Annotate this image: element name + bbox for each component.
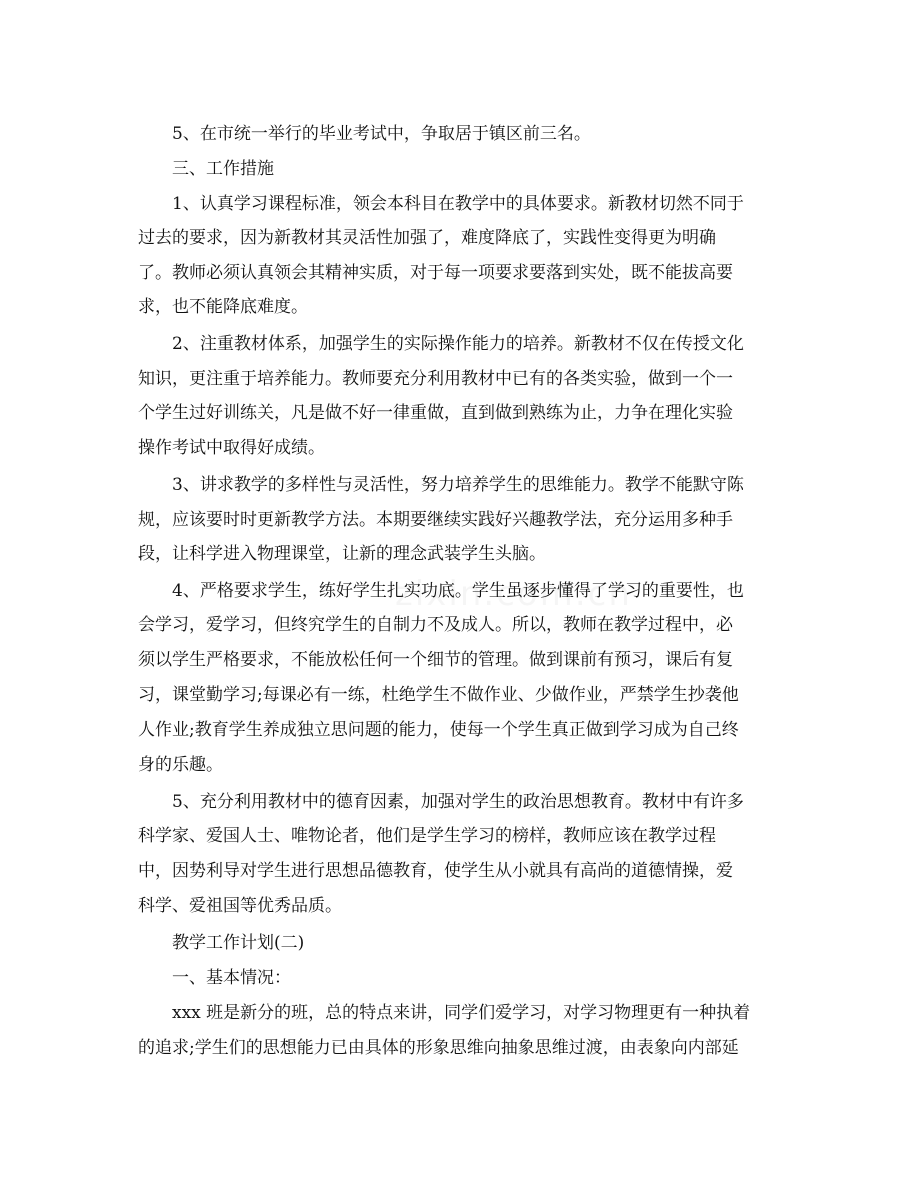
section-heading: 教学工作计划(二) (172, 933, 305, 953)
text-line: 过去的要求，因为新教材其灵活性加强了，难度降底了，实践性变得更为明确 (138, 228, 716, 248)
text-line: 操作考试中取得好成绩。 (138, 438, 325, 458)
text-line: 规，应该要时时更新教学方法。本期要继续实践好兴趣教学法，充分运用多种手 (138, 510, 733, 530)
text-line: 人作业;教育学生养成独立思问题的能力，使每一个学生真正做到学习成为自己终 (138, 720, 739, 740)
text-line: 习，课堂勤学习;每课必有一练，杜绝学生不做作业、少做作业，严禁学生抄袭他 (138, 685, 739, 705)
text-line: 科学、爱祖国等优秀品质。 (138, 896, 342, 916)
text-line: 须以学生严格要求，不能放松任何一个细节的管理。做到课前有预习，课后有复 (138, 650, 733, 670)
section-heading: 三、工作措施 (172, 159, 274, 179)
text-line: 科学家、爱国人士、唯物论者，他们是学生学习的榜样，教师应该在教学过程 (138, 826, 716, 846)
text-line: 了。教师必须认真领会其精神实质，对于每一项要求要落到实处，既不能拔高要 (138, 263, 733, 283)
text-line: 1、认真学习课程标准，领会本科目在教学中的具体要求。新教材切然不同于 (172, 194, 744, 214)
text-line: 3、讲求教学的多样性与灵活性，努力培养学生的思维能力。教学不能默守陈 (172, 475, 744, 495)
text-line: 5、充分利用教材中的德育因素，加强对学生的政治思想教育。教材中有许多 (172, 792, 744, 812)
text-line: 4、严格要求学生，练好学生扎实功底。学生虽逐步懂得了学习的重要性，也 (172, 581, 744, 601)
text-line: 5、在市统一举行的毕业考试中，争取居于镇区前三名。 (172, 124, 591, 144)
text-line: 求，也不能降底难度。 (138, 297, 308, 317)
text-line: 个学生过好训练关，凡是做不好一律重做，直到做到熟练为止，力争在理化实验 (138, 403, 733, 423)
text-line: 会学习，爱学习，但终究学生的自制力不及成人。所以，教师在教学过程中，必 (138, 615, 733, 635)
text-line: 段，让科学进入物理课堂，让新的理念武装学生头脑。 (138, 544, 546, 564)
text-line: 2、注重教材体系，加强学生的实际操作能力的培养。新教材不仅在传授文化 (172, 334, 744, 354)
text-line: 中，因势利导对学生进行思想品德教育，使学生从小就具有高尚的道德情操，爱 (138, 861, 733, 881)
text-line: 身的乐趣。 (138, 755, 223, 775)
section-heading: 一、基本情况： (172, 968, 291, 988)
text-line: 的追求;学生们的思想能力已由具体的形象思维向抽象思维过渡，由表象向内部延 (138, 1038, 739, 1058)
text-line: xxx 班是新分的班，总的特点来讲，同学们爱学习，对学习物理更有一种执着 (172, 1003, 751, 1023)
text-line: 知识，更注重于培养能力。教师要充分利用教材中已有的各类实验，做到一个一 (138, 369, 733, 389)
